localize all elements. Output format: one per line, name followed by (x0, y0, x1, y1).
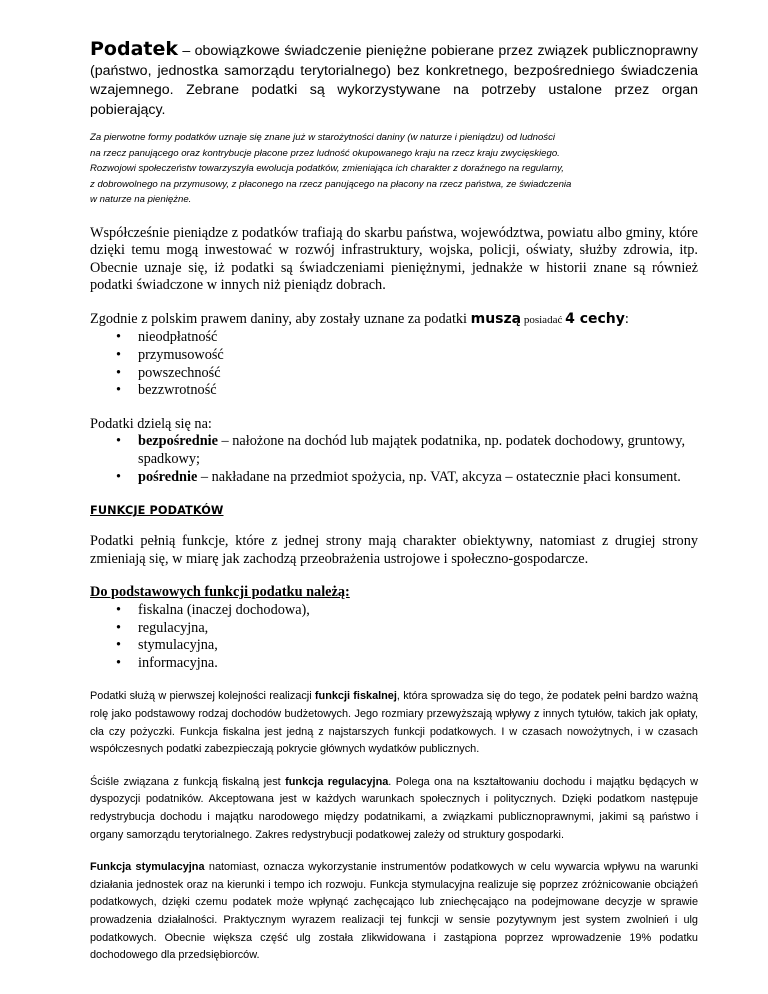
regulatory-paragraph: Ściśle związana z funkcją fiskalną jest funkcja regulacyjna. Polega ona na kształtowaniu dochodu i majątku będących w dyspozycji podatników. Akceptowana jest w każdych warunkach społecznych i politycznych. Dzięki podatkom następuje redystrybucja dochodu i majątku narodowego między podatnikami, a związkami publicznoprawnymi, jakimi są państwo i organy samorządu terytorialnego. Zakres redystrybucji podatkowej zależy od struktury gospodarki. (90, 775, 698, 841)
bullet-icon: • (116, 654, 122, 671)
basic-functions-heading: Do podstawowych funkcji podatku należą: (90, 584, 350, 601)
list-item: • informacyjna. (116, 654, 218, 671)
division-intro: Podatki dzielą się na: (90, 415, 212, 432)
features-intro-text: Zgodnie z polskim prawem daniny, aby zostały uznane za podatki (90, 310, 471, 327)
history-line: Za pierwotne formy podatków uznaje się znane już w starożytności daniny (w naturze i pieniądzu) od ludności (90, 132, 556, 143)
division-term: bezpośrednie (138, 433, 218, 450)
bullet-icon: • (116, 637, 122, 654)
bullet-icon: • (116, 619, 122, 636)
intro-text: – obowiązkowe świadczenie pieniężne pobierane przez związek publicznoprawny (państwo, jednostka samorządu terytorialnego) bez konkretnego, bezpośredniego świadczenia wzajemnego. Zebrane podatki są wykorzystywane na potrzeby ustalone przez organ pobierający. (90, 43, 698, 118)
features-colon: : (624, 310, 629, 327)
history-note (90, 130, 698, 208)
list-item: • przymusowość (116, 347, 224, 364)
features-list (90, 329, 698, 399)
history-line: w naturze na pieniężne. (90, 194, 192, 205)
division-list (90, 433, 698, 486)
history-line: z dobrowolnego na przymusowy, z płaconego na rzecz panującego na płacony na rzecz państwa, ze świadczenia (90, 178, 572, 190)
history-line: na rzecz panującego oraz kontrybucje płacone przez ludność okupowanego kraju na rzecz kraju zwycięskiego. (90, 147, 560, 159)
bullet-icon: • (116, 433, 122, 450)
bullet-icon: • (116, 382, 122, 399)
list-item: • regulacyjna, (116, 619, 209, 636)
modern-paragraph: Współcześnie pieniądze z podatków trafiają do skarbu państwa, województwa, powiatu albo gminy, które dzięki temu mogą inwestować w rozwój infrastruktury, wojska, policji, oświaty, służby zdrowia, itp. Obecnie uznaje się, iż podatki są świadczeniami pieniężnymi, jednakże w historii znane są również podatki świadczone w innych niż pieniądz dobrach. (90, 224, 698, 294)
list-item: • nieodpłatność (116, 329, 218, 346)
features-have: posiadać (521, 313, 566, 326)
fiscal-paragraph: Podatki służą w pierwszej kolejności realizacji funkcji fiskalnej, która sprowadza się do tego, że podatek pełni bardzo ważną rolę jako podstawowy rodzaj dochodów budżetowych. Jego rozmiary przewyższają wpływy z innych tytułów, takich jak opłaty, cła czy pożyczki. Funkcja fiskalna jest jedną z najstarszych funkcji podatkowych. I w czasach nowożytnych, i w czasach współczesnych podatki zabezpieczają pokrycie głównych wydatków publicznych. (90, 690, 698, 756)
functions-heading: FUNKCJE PODATKÓW (90, 504, 224, 518)
bullet-icon: • (116, 347, 122, 364)
list-item: • fiskalna (inaczej dochodowa), (116, 602, 310, 618)
features-intro (90, 311, 698, 330)
division-term: pośrednie (138, 468, 198, 485)
functions-paragraph: Podatki pełnią funkcje, które z jednej strony mają charakter obiektywny, natomiast z drugiej strony zmieniają się, w miarę jak zachodzą przeobrażenia ustrojowe i społeczno-gospodarcze. (90, 533, 698, 567)
division-desc: – nakładane na przedmiot spożycia, np. VAT, akcyza – ostatecznie płaci konsument. (197, 468, 681, 485)
bullet-icon: • (116, 468, 122, 485)
stimulating-term: Funkcja stymulacyjna (90, 861, 205, 874)
fiscal-term: funkcji fiskalnej (314, 690, 397, 703)
bullet-icon: • (116, 329, 122, 346)
intro-paragraph (90, 40, 698, 120)
document-title: Podatek (90, 38, 179, 60)
list-item: • bezzwrotność (116, 382, 217, 399)
document-page (90, 40, 698, 980)
list-item: • stymulacyjna, (116, 637, 218, 654)
regulatory-term: funkcja regulacyjna (285, 775, 389, 788)
list-item (90, 469, 698, 487)
list-item: • powszechność (116, 364, 221, 381)
division-desc: – nałożone na dochód lub majątek podatnika, np. podatek dochodowy, gruntowy, spadkowy; (138, 433, 686, 468)
history-line: Rozwojowi społeczeństw towarzyszyła ewolucja podatków, zmieniająca ich charakter z doraźnego na regularny, (90, 163, 564, 174)
stimulating-paragraph: Funkcja stymulacyjna natomiast, oznacza wykorzystanie instrumentów podatkowych w celu wywarcia wpływu na warunki działania jednostek oraz na kierunki i tempo ich rozwoju. Funkcja stymulacyjna realizuje się poprzez zróżnicowanie obciążeń podatkowych, dzięki czemu podatek może wpłynąć zachęcająco lub zniechęcająco na podejmowane decyzje w sprawie prowadzenia działalności. Praktycznym wyrazem realizacji tej funkcji w sensie pozytywnym jest system zwolnień i ulg podatkowych. Obecnie większa część ulg została zlikwidowana i zastąpiona poprzez wprowadzenie 19% podatku dochodowego dla przedsiębiorców. (90, 861, 698, 962)
features-must: muszą (470, 310, 522, 327)
list-item (90, 433, 698, 468)
bullet-icon: • (116, 602, 122, 618)
basic-functions-list (90, 602, 698, 672)
bullet-icon: • (116, 364, 122, 381)
features-count: 4 cechy (565, 310, 625, 327)
